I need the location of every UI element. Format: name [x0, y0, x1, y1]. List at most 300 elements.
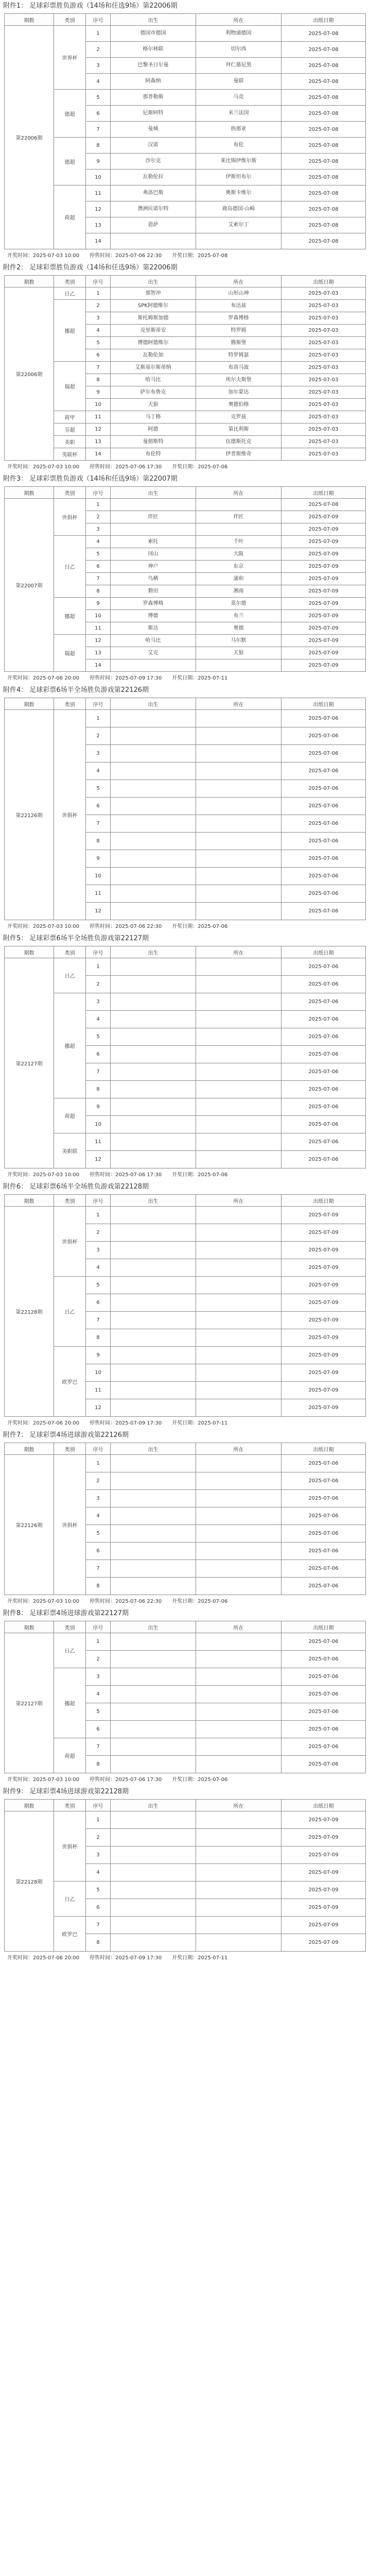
date-cell: 2025-07-03 [281, 411, 366, 423]
away-team-cell [196, 1507, 281, 1525]
table-row [5, 1455, 366, 1472]
away-team-cell [196, 1329, 281, 1347]
home-team-cell [111, 1490, 196, 1507]
away-team-cell [196, 885, 281, 903]
away-team-cell: 伊斯坦布尔 [196, 170, 281, 185]
header-away: 所在 [196, 487, 281, 499]
date-cell: 2025-07-06 [281, 815, 366, 833]
table-row [5, 448, 366, 461]
away-team-cell [196, 762, 281, 780]
home-team-cell: 天狼 [111, 399, 196, 411]
date-cell: 2025-07-08 [281, 233, 366, 249]
category-cell: 世俱杯 [54, 710, 86, 920]
header-date: 出纸日期 [281, 1800, 366, 1811]
number-cell: 8 [86, 585, 111, 598]
sale-stop-label: 停售时间： [90, 1420, 116, 1426]
number-cell: 8 [86, 1934, 111, 1952]
draw-date [172, 1420, 227, 1426]
date-cell: 2025-07-09 [281, 1811, 366, 1829]
number-cell: 2 [86, 300, 111, 312]
home-team-cell [111, 1507, 196, 1525]
category-cell: 荷超 [54, 185, 86, 249]
home-team-cell [111, 1811, 196, 1829]
away-team-cell: 大阪 [196, 548, 281, 561]
sale-start [7, 1955, 79, 1961]
date-cell: 2025-07-06 [281, 1738, 366, 1756]
date-cell: 2025-07-08 [281, 499, 366, 511]
number-cell: 6 [86, 106, 111, 122]
home-team-cell: 那智冲 [111, 287, 196, 300]
away-team-cell [196, 1011, 281, 1028]
category-cell: 德超 [54, 90, 86, 138]
number-cell: 1 [86, 1811, 111, 1829]
number-cell: 4 [86, 1507, 111, 1525]
home-team-cell [111, 1399, 196, 1417]
away-team-cell [196, 1151, 281, 1168]
header-away: 所在 [196, 698, 281, 710]
away-team-cell [196, 1399, 281, 1417]
number-cell: 6 [86, 1721, 111, 1738]
away-team-cell: 伍德斯托克 [196, 436, 281, 448]
date-cell: 2025-07-06 [281, 1651, 366, 1668]
header-category: 类别 [54, 1800, 86, 1811]
date-cell: 2025-07-09 [281, 1917, 366, 1934]
header-away: 所在 [196, 1800, 281, 1811]
header-date: 出纸日期 [281, 1621, 366, 1633]
away-team-cell: 马竞 [196, 90, 281, 106]
draw-date [172, 253, 227, 259]
away-team-cell: 湘南 [196, 585, 281, 598]
table-header-row [5, 1443, 366, 1455]
home-team-cell [111, 1081, 196, 1098]
away-team-cell: 莫尔德 [196, 598, 281, 610]
sale-stop-value: 2025-07-09 17:30 [115, 1955, 162, 1961]
period-cell: 第22007期 [5, 499, 54, 672]
home-team-cell [111, 815, 196, 833]
number-cell: 3 [86, 1846, 111, 1864]
header-home: 出生 [111, 14, 196, 26]
sale-stop-label: 停售时间： [90, 1172, 116, 1178]
away-team-cell: 莱比锡伊维尔斯 [196, 154, 281, 170]
home-team-cell: 阿德 [111, 423, 196, 436]
sale-start-value: 2025-07-03 10:00 [33, 1172, 80, 1178]
date-cell: 2025-07-09 [281, 598, 366, 610]
header-category: 类别 [54, 487, 86, 499]
home-team-cell [111, 1686, 196, 1703]
number-cell: 5 [86, 548, 111, 561]
sale-stop-value: 2025-07-06 17:30 [115, 1172, 162, 1178]
home-team-cell: 冈山 [111, 548, 196, 561]
away-team-cell [196, 1846, 281, 1864]
home-team-cell [111, 1738, 196, 1756]
draw-date-value: 2025-07-06 [198, 1172, 228, 1178]
away-team-cell [196, 1455, 281, 1472]
number-cell: 3 [86, 312, 111, 325]
home-team-cell [111, 1525, 196, 1543]
sale-stop [90, 1172, 162, 1178]
sale-start-label: 开奖时间： [7, 253, 33, 259]
away-team-cell [196, 1207, 281, 1224]
date-cell: 2025-07-06 [281, 976, 366, 993]
table-row [5, 436, 366, 448]
home-team-cell [111, 1756, 196, 1773]
number-cell: 9 [86, 598, 111, 610]
table-row [5, 287, 366, 300]
draw-date [172, 1172, 227, 1178]
date-cell: 2025-07-09 [281, 585, 366, 598]
away-team-cell: 伊普斯维奇 [196, 448, 281, 461]
away-team-cell [196, 798, 281, 815]
sale-start-label: 开奖时间： [7, 924, 33, 929]
header-number: 序号 [86, 1800, 111, 1811]
number-cell: 11 [86, 1133, 111, 1151]
away-team-cell [196, 1259, 281, 1277]
date-cell: 2025-07-06 [281, 798, 366, 815]
away-team-cell: 第比利斯 [196, 423, 281, 436]
number-cell: 11 [86, 885, 111, 903]
date-cell: 2025-07-08 [281, 154, 366, 170]
number-cell: 5 [86, 1277, 111, 1294]
table-header-row [5, 1800, 366, 1811]
home-team-cell: 德国市德国 [111, 26, 196, 42]
category-cell: 荷超 [54, 1738, 86, 1773]
date-cell: 2025-07-06 [281, 1507, 366, 1525]
header-date: 出纸日期 [281, 698, 366, 710]
header-number: 序号 [86, 14, 111, 26]
away-team-cell [196, 1472, 281, 1490]
number-cell: 14 [86, 233, 111, 249]
away-team-cell: 山形山神 [196, 287, 281, 300]
home-team-cell: 斯托姆斯加德 [111, 312, 196, 325]
category-cell: 世俱杯 [54, 1811, 86, 1882]
away-team-cell [196, 1756, 281, 1773]
number-cell: 7 [86, 573, 111, 585]
away-team-cell: 伴匠 [196, 511, 281, 523]
header-category: 类别 [54, 698, 86, 710]
period-cell: 第22126期 [5, 710, 54, 920]
home-team-cell [111, 1455, 196, 1472]
date-cell: 2025-07-09 [281, 1882, 366, 1899]
home-team-cell: 汉诺 [111, 138, 196, 154]
header-period: 期数 [5, 14, 54, 26]
date-cell: 2025-07-06 [281, 1133, 366, 1151]
number-cell: 1 [86, 1633, 111, 1651]
number-cell: 4 [86, 1686, 111, 1703]
home-team-cell: 艾克 [111, 647, 196, 659]
date-cell: 2025-07-03 [281, 287, 366, 300]
home-team-cell [111, 1224, 196, 1242]
away-team-cell: 布洛马波 [196, 362, 281, 374]
sale-start-value: 2025-07-03 10:00 [33, 924, 80, 929]
date-cell: 2025-07-06 [281, 1490, 366, 1507]
date-cell: 2025-07-06 [281, 780, 366, 798]
away-team-cell: 东京 [196, 561, 281, 573]
date-cell: 2025-07-09 [281, 1277, 366, 1294]
away-team-cell [196, 1347, 281, 1364]
date-cell: 2025-07-06 [281, 1721, 366, 1738]
home-team-cell [111, 1934, 196, 1952]
date-cell: 2025-07-03 [281, 300, 366, 312]
section-footer [0, 672, 370, 684]
date-cell: 2025-07-08 [281, 122, 366, 138]
number-cell: 4 [86, 325, 111, 337]
number-cell: 2 [86, 976, 111, 993]
away-team-cell [196, 1578, 281, 1595]
date-cell: 2025-07-03 [281, 349, 366, 362]
home-team-cell: 巴黎圣日尔曼 [111, 58, 196, 74]
header-home: 出生 [111, 1621, 196, 1633]
number-cell: 6 [86, 1046, 111, 1063]
sale-stop-value: 2025-07-06 17:30 [115, 464, 162, 470]
home-team-cell: 瓦勒伦加 [111, 349, 196, 362]
number-cell: 12 [86, 903, 111, 920]
draw-date-value: 2025-07-11 [198, 1420, 228, 1426]
number-cell: 8 [86, 374, 111, 386]
draw-date-label: 开奖日期： [172, 1172, 198, 1178]
number-cell: 2 [86, 42, 111, 58]
table-row [5, 499, 366, 511]
home-team-cell: 弗洛巴斯 [111, 185, 196, 201]
draw-date [172, 1777, 227, 1783]
date-cell: 2025-07-06 [281, 868, 366, 885]
away-team-cell [196, 1703, 281, 1721]
away-team-cell [196, 499, 281, 511]
sale-stop [90, 1955, 162, 1961]
section-title: 附件4： 足球彩票6场半全场胜负游戏第22126期 [3, 686, 149, 694]
number-cell: 4 [86, 536, 111, 548]
away-team-cell [196, 1028, 281, 1046]
draw-date-label: 开奖日期： [172, 253, 198, 259]
category-cell: 英联杯 [54, 448, 86, 461]
number-cell: 12 [86, 201, 111, 217]
number-cell: 11 [86, 411, 111, 423]
table-header-row [5, 946, 366, 958]
category-cell: 挪超 [54, 300, 86, 362]
number-cell: 10 [86, 1364, 111, 1382]
draw-date [172, 1955, 227, 1961]
date-cell: 2025-07-09 [281, 548, 366, 561]
schedule-table [4, 1799, 366, 1952]
table-row [5, 536, 366, 548]
date-cell: 2025-07-03 [281, 386, 366, 399]
date-cell: 2025-07-06 [281, 1081, 366, 1098]
home-team-cell [111, 885, 196, 903]
away-team-cell [196, 710, 281, 727]
number-cell: 7 [86, 122, 111, 138]
header-date: 出纸日期 [281, 1195, 366, 1207]
number-cell: 13 [86, 436, 111, 448]
date-cell: 2025-07-03 [281, 399, 366, 411]
number-cell: 9 [86, 1098, 111, 1116]
schedule-table [4, 1194, 366, 1417]
away-team-cell: 米兰法国 [196, 106, 281, 122]
number-cell: 5 [86, 1703, 111, 1721]
date-cell: 2025-07-09 [281, 659, 366, 672]
number-cell: 5 [86, 90, 111, 106]
home-team-cell: 马丁格 [111, 411, 196, 423]
date-cell: 2025-07-08 [281, 74, 366, 90]
draw-date-value: 2025-07-06 [198, 924, 228, 929]
number-cell: 7 [86, 1312, 111, 1329]
table-row [5, 598, 366, 610]
category-cell: 瑞超 [54, 362, 86, 411]
table-header-row [5, 1195, 366, 1207]
home-team-cell [111, 1207, 196, 1224]
number-cell: 14 [86, 659, 111, 672]
number-cell: 4 [86, 1864, 111, 1882]
away-team-cell [196, 1063, 281, 1081]
table-header-row [5, 698, 366, 710]
home-team-cell [111, 1116, 196, 1133]
home-team-cell [111, 993, 196, 1011]
header-date: 出纸日期 [281, 276, 366, 287]
date-cell: 2025-07-08 [281, 90, 366, 106]
date-cell: 2025-07-09 [281, 1242, 366, 1259]
away-team-cell: 曼联 [196, 74, 281, 90]
attachment-section [0, 1607, 370, 1786]
attachment-section [0, 933, 370, 1181]
number-cell: 3 [86, 993, 111, 1011]
number-cell: 13 [86, 647, 111, 659]
home-team-cell [111, 1472, 196, 1490]
table-header-row [5, 487, 366, 499]
section-footer [0, 1417, 370, 1429]
category-cell: 日乙 [54, 536, 86, 598]
away-team-cell [196, 815, 281, 833]
away-team-cell [196, 523, 281, 536]
date-cell: 2025-07-03 [281, 448, 366, 461]
period-cell: 第22006期 [5, 26, 54, 249]
date-cell: 2025-07-06 [281, 1046, 366, 1063]
away-team-cell: 天狼 [196, 647, 281, 659]
away-team-cell [196, 1864, 281, 1882]
home-team-cell [111, 523, 196, 536]
sale-stop-value: 2025-07-06 17:30 [115, 1777, 162, 1783]
table-row [5, 1811, 366, 1829]
away-team-cell: 埃尔夫斯堡 [196, 374, 281, 386]
home-team-cell: 罗森博格 [111, 598, 196, 610]
away-team-cell: 腾斯堡 [196, 337, 281, 349]
home-team-cell [111, 1882, 196, 1899]
home-team-cell: 索托 [111, 536, 196, 548]
away-team-cell [196, 903, 281, 920]
home-team-cell: 神户 [111, 561, 196, 573]
sale-start [7, 924, 79, 929]
draw-date [172, 675, 227, 681]
header-period: 期数 [5, 1195, 54, 1207]
number-cell: 4 [86, 1011, 111, 1028]
sale-start-label: 开奖时间： [7, 464, 33, 470]
number-cell: 6 [86, 798, 111, 815]
sale-stop [90, 1777, 162, 1783]
attachment-section [0, 473, 370, 684]
away-team-cell: 马尔默 [196, 635, 281, 647]
sale-start [7, 1420, 79, 1426]
date-cell: 2025-07-06 [281, 885, 366, 903]
draw-date [172, 464, 227, 470]
number-cell: 13 [86, 217, 111, 233]
header-period: 期数 [5, 487, 54, 499]
sale-stop-value: 2025-07-06 22:30 [115, 1599, 162, 1604]
section-footer [0, 920, 370, 933]
category-cell: 美职联 [54, 1133, 86, 1168]
date-cell: 2025-07-08 [281, 58, 366, 74]
date-cell: 2025-07-08 [281, 106, 366, 122]
home-team-cell: 博德 [111, 610, 196, 622]
date-cell: 2025-07-06 [281, 1472, 366, 1490]
home-team-cell [111, 1899, 196, 1917]
header-number: 序号 [86, 1195, 111, 1207]
category-cell: 美职 [54, 436, 86, 448]
category-cell: 瑞超 [54, 635, 86, 672]
home-team-cell [111, 1633, 196, 1651]
sale-start-label: 开奖时间： [7, 1955, 33, 1961]
table-row [5, 1668, 366, 1686]
home-team-cell: 克里斯蒂安 [111, 325, 196, 337]
number-cell: 4 [86, 1259, 111, 1277]
schedule-table [4, 13, 366, 249]
date-cell: 2025-07-09 [281, 1399, 366, 1417]
header-home: 出生 [111, 698, 196, 710]
table-row [5, 958, 366, 976]
home-team-cell [111, 903, 196, 920]
home-team-cell: 博德阿德维尔 [111, 337, 196, 349]
sale-stop-label: 停售时间： [90, 924, 116, 929]
table-row [5, 300, 366, 312]
home-team-cell: 斯达 [111, 622, 196, 635]
home-team-cell: 艾斯基尔斯蒂纳 [111, 362, 196, 374]
number-cell: 8 [86, 1329, 111, 1347]
period-cell: 第22128期 [5, 1207, 54, 1417]
home-team-cell [111, 1312, 196, 1329]
table-row [5, 90, 366, 106]
number-cell: 12 [86, 423, 111, 436]
header-home: 出生 [111, 946, 196, 958]
number-cell: 10 [86, 610, 111, 622]
date-cell: 2025-07-09 [281, 1364, 366, 1382]
date-cell: 2025-07-06 [281, 727, 366, 745]
away-team-cell: 利物浦德国 [196, 26, 281, 42]
sale-stop-label: 停售时间： [90, 1955, 116, 1961]
table-row [5, 411, 366, 423]
away-team-cell [196, 833, 281, 850]
number-cell: 5 [86, 1525, 111, 1543]
table-row [5, 1347, 366, 1364]
date-cell: 2025-07-08 [281, 42, 366, 58]
table-row [5, 1277, 366, 1294]
category-cell: 德超 [54, 138, 86, 185]
section-footer [0, 1773, 370, 1786]
home-team-cell [111, 1242, 196, 1259]
header-category: 类别 [54, 14, 86, 26]
number-cell: 6 [86, 561, 111, 573]
away-team-cell [196, 1543, 281, 1560]
away-team-cell [196, 1098, 281, 1116]
number-cell: 7 [86, 815, 111, 833]
section-title: 附件8： 足球彩票4场进球游戏第22127期 [3, 1609, 129, 1617]
date-cell: 2025-07-09 [281, 622, 366, 635]
header-number: 序号 [86, 487, 111, 499]
away-team-cell [196, 1668, 281, 1686]
home-team-cell [111, 710, 196, 727]
home-team-cell [111, 1382, 196, 1399]
table-row [5, 993, 366, 1011]
section-title: 附件6： 足球彩票6场半全场胜负游戏第22128期 [3, 1183, 149, 1191]
sale-stop-label: 停售时间： [90, 253, 116, 259]
number-cell: 6 [86, 1294, 111, 1312]
date-cell: 2025-07-06 [281, 1151, 366, 1168]
number-cell: 1 [86, 958, 111, 976]
